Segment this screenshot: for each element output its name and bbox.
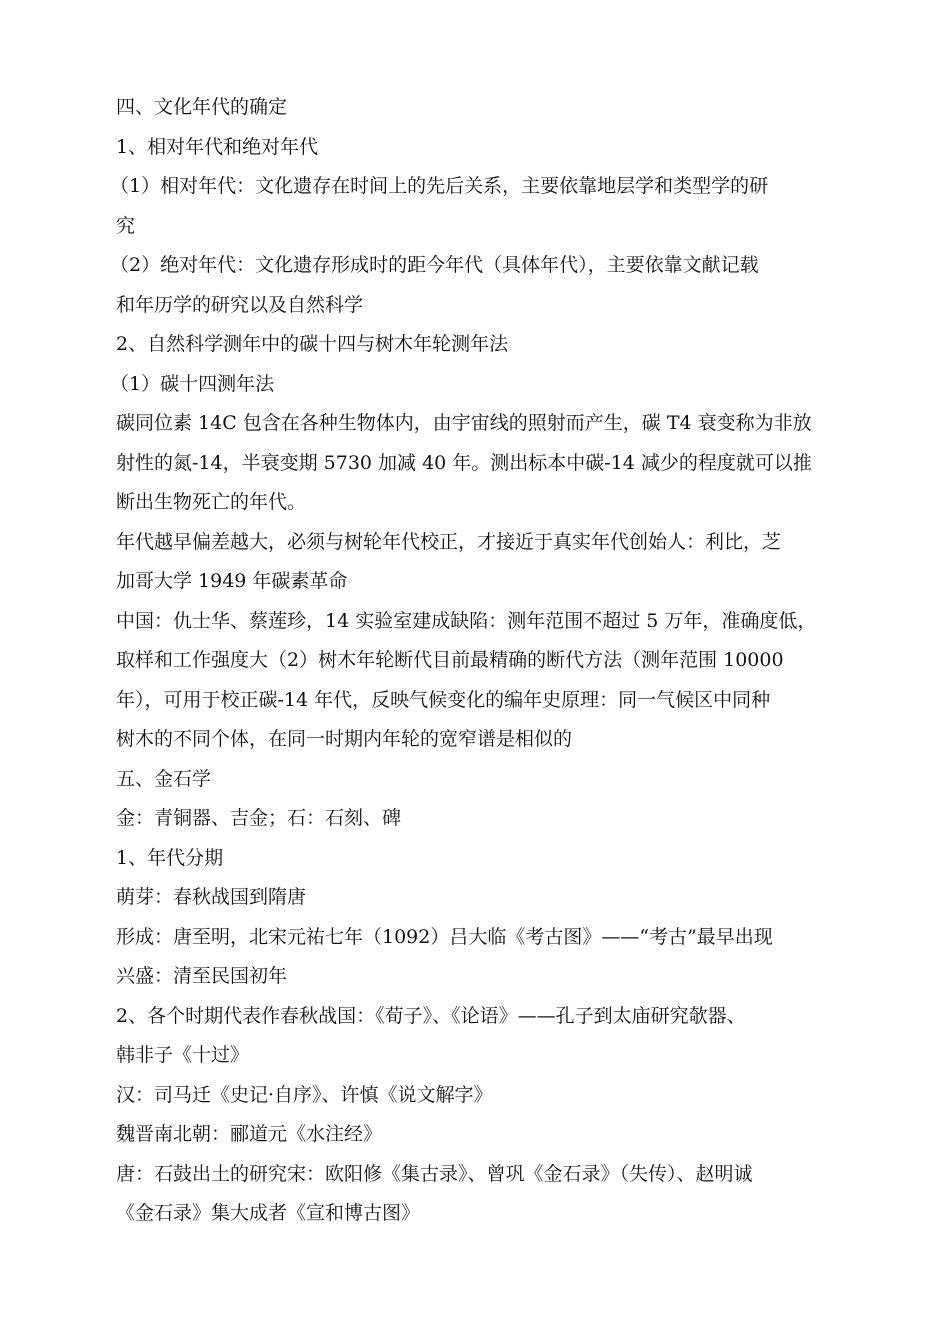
paragraph-line: 断出生物死亡的年代。 <box>116 491 307 513</box>
paragraph-line: 加哥大学 1949 年碳素革命 <box>116 570 348 592</box>
paragraph-line: 年），可用于校正碳-14 年代，反映气候变化的编年史原理：同一气候区中同种 <box>116 688 771 711</box>
paragraph-line: 取样和工作强度大（2）树木年轮断代目前最精确的断代方法（测年范围 10000 <box>116 649 784 671</box>
subheading-periods: 1、年代分期 <box>116 846 224 869</box>
paragraph-line: （2）绝对年代：文化遗存形成时的距今年代（具体年代），主要依靠文献记载 <box>110 254 759 276</box>
paragraph-line: 树木的不同个体，在同一时期内年轮的宽窄谱是相似的 <box>116 728 573 750</box>
paragraph-line: 唐：石鼓出土的研究宋：欧阳修《集古录》、曾巩《金石录》（失传）、赵明诚 <box>116 1162 753 1185</box>
paragraph-line: 究 <box>116 214 136 237</box>
paragraph-line: 中国：仇士华、蔡莲珍，14 实验室建成缺陷：测年范围不超过 5 万年，准确度低， <box>116 609 817 632</box>
document-body <box>110 88 846 1234</box>
subheading-relative-absolute: 1、相对年代和绝对年代 <box>116 135 319 158</box>
paragraph-line: 金：青铜器、吉金；石：石刻、碑 <box>116 807 402 829</box>
paragraph-line: 和年历学的研究以及自然科学 <box>116 293 364 316</box>
paragraph-line: 萌芽：春秋战国到隋唐 <box>116 886 307 908</box>
paragraph-line: 兴盛：清至民国初年 <box>116 965 288 987</box>
subheading-dating-methods: 2、自然科学测年中的碳十四与树木年轮测年法 <box>116 333 509 355</box>
paragraph-line: 形成：唐至明，北宋元祐七年（1092）吕大临《考古图》——“考古”最早出现 <box>116 925 773 948</box>
paragraph-line: 魏晋南北朝：郦道元《水注经》 <box>116 1123 383 1145</box>
paragraph-line: 碳同位素 14C 包含在各种生物体内，由宇宙线的照射而产生，碳 T4 衰变称为非放 <box>116 412 812 434</box>
paragraph-line: 汉：司马迁《史记·自序》、许慎《说文解字》 <box>116 1083 493 1106</box>
paragraph-line: （1）相对年代：文化遗存在时间上的先后关系，主要依靠地层学和类型学的研 <box>110 175 769 197</box>
paragraph-line: 射性的氮-14，半衰变期 5730 加减 40 年。测出标本中碳-14 减少的程度就可以推 <box>116 451 812 474</box>
section-heading-4: 四、文化年代的确定 <box>116 96 288 118</box>
paragraph-line: 韩非子《十过》 <box>116 1044 250 1066</box>
subheading-carbon14: （1）碳十四测年法 <box>110 372 275 395</box>
paragraph-line: 年代越早偏差越大，必须与树轮年代校正，才接近于真实年代创始人：利比，芝 <box>116 530 782 553</box>
paragraph-line: 《金石录》集大成者《宣和博古图》 <box>116 1202 421 1224</box>
paragraph-line: 2、各个时期代表作春秋战国：《荀子》、《论语》——孔子到太庙研究欹器、 <box>116 1004 746 1027</box>
section-heading-5: 五、金石学 <box>116 767 212 790</box>
